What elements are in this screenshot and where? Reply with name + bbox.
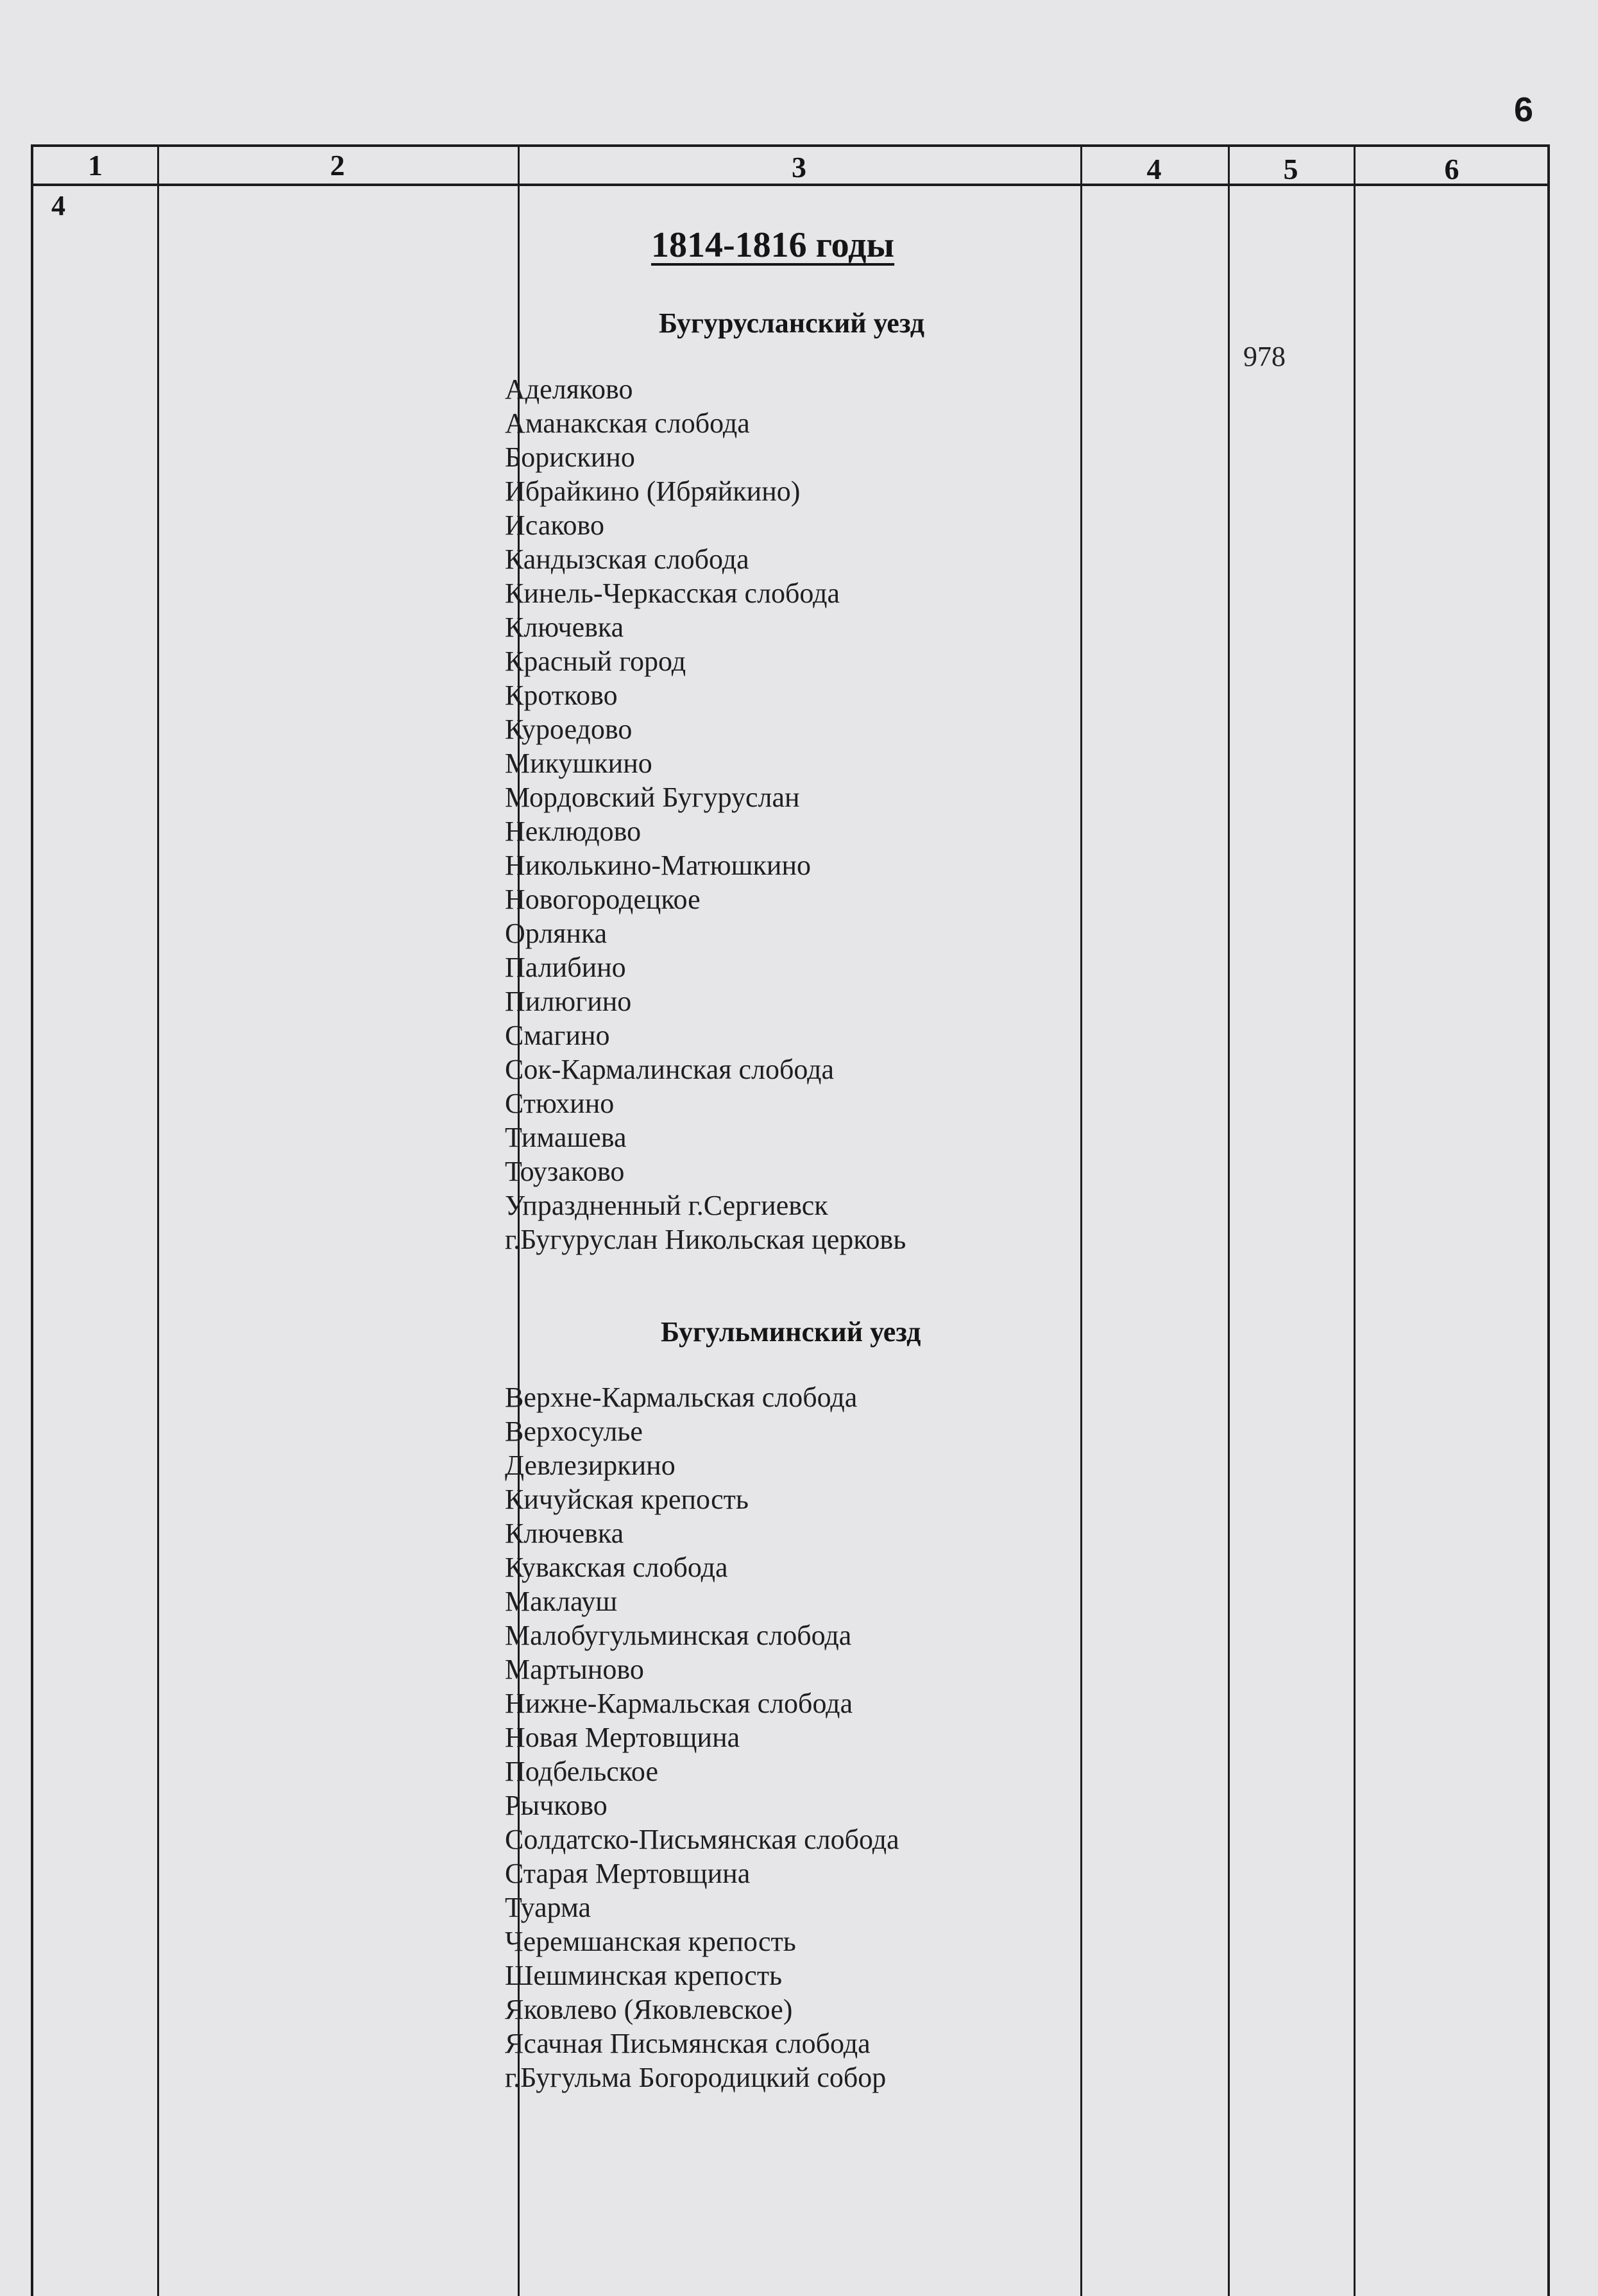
place-list-bugurslan <box>505 372 906 1256</box>
list-item: Аманакская слобода <box>505 407 750 439</box>
list-item: Мартыново <box>505 1654 644 1685</box>
county-heading: Бугульминский уезд <box>661 1316 921 1348</box>
column-divider <box>1354 147 1356 2296</box>
list-item: Ключевка <box>505 612 624 643</box>
list-item: Рычково <box>505 1790 608 1821</box>
list-item: Нижне-Кармальская слобода <box>505 1688 853 1719</box>
list-item: Аделяково <box>505 373 633 405</box>
list-item: Кичуйская крепость <box>505 1484 749 1515</box>
column-header-2: 2 <box>330 149 345 182</box>
list-item: Кувакская слобода <box>505 1552 728 1583</box>
list-item: Красный город <box>505 646 686 677</box>
page-number: 6 <box>1514 90 1534 129</box>
list-item: Новогородецкое <box>505 884 701 915</box>
list-item: Ясачная Письмянская слобода <box>505 2028 871 2059</box>
list-item: Ключевка <box>505 1518 624 1549</box>
list-item: г.Бугульма Богородицкий собор <box>505 2062 887 2093</box>
list-item: Подбельское <box>505 1756 658 1787</box>
column-header-6: 6 <box>1444 153 1459 185</box>
list-item: Пилюгино <box>505 986 632 1017</box>
list-item: Смагино <box>505 1020 610 1051</box>
list-item: Кинель-Черкасская слобода <box>505 578 840 609</box>
column-header-5: 5 <box>1283 153 1298 185</box>
list-item: Сок-Кармалинская слобода <box>505 1054 835 1085</box>
list-item: Куроедово <box>505 714 633 745</box>
list-item: Черемшанская крепость <box>505 1926 796 1957</box>
list-item: Исаково <box>505 510 604 541</box>
list-item: Кандызская слобода <box>505 544 749 575</box>
list-item: Микушкино <box>505 748 652 779</box>
list-item: г.Бугуруслан Никольская церковь <box>505 1224 906 1255</box>
list-item: Мордовский Бугуруслан <box>505 782 800 813</box>
list-item: Солдатско-Письмянская слобода <box>505 1824 899 1855</box>
list-item: Маклауш <box>505 1586 618 1617</box>
list-item: Упраздненный г.Сергиевск <box>505 1190 828 1221</box>
column-header-4: 4 <box>1146 153 1162 185</box>
list-item: Верхосулье <box>505 1416 643 1447</box>
list-item: Новая Мертовщина <box>505 1722 740 1753</box>
years-heading: 1814-1816 годы <box>651 225 895 265</box>
row-number: 4 <box>51 190 65 221</box>
count-value: 978 <box>1243 341 1286 372</box>
list-item: Шешминская крепость <box>505 1960 783 1991</box>
column-header-1: 1 <box>88 149 103 182</box>
list-item: Тимашева <box>505 1122 627 1153</box>
list-item: Орлянка <box>505 918 608 949</box>
list-item: Яковлево (Яковлевское) <box>505 1994 793 2025</box>
county-heading: Бугурусланский уезд <box>659 307 924 339</box>
column-header-3: 3 <box>792 151 806 184</box>
list-item: Туарма <box>505 1892 591 1923</box>
list-item: Палибино <box>505 952 626 983</box>
list-item: Неклюдово <box>505 816 642 847</box>
place-list-bugulma <box>505 1380 899 2095</box>
list-item: Борискино <box>505 441 635 473</box>
list-item: Малобугульминская слобода <box>505 1620 852 1651</box>
column-divider <box>1228 147 1230 2296</box>
list-item: Ибрайкино (Ибряйкино) <box>505 475 801 507</box>
list-item: Тоузаково <box>505 1156 625 1187</box>
list-item: Николькино-Матюшкино <box>505 850 811 881</box>
list-item: Старая Мертовщина <box>505 1858 751 1889</box>
column-divider <box>1080 147 1082 2296</box>
list-item: Стюхино <box>505 1088 615 1119</box>
list-item: Кротково <box>505 680 618 711</box>
list-item: Девлезиркино <box>505 1450 676 1481</box>
list-item: Верхне-Кармальская слобода <box>505 1382 858 1413</box>
column-divider <box>157 147 159 2296</box>
